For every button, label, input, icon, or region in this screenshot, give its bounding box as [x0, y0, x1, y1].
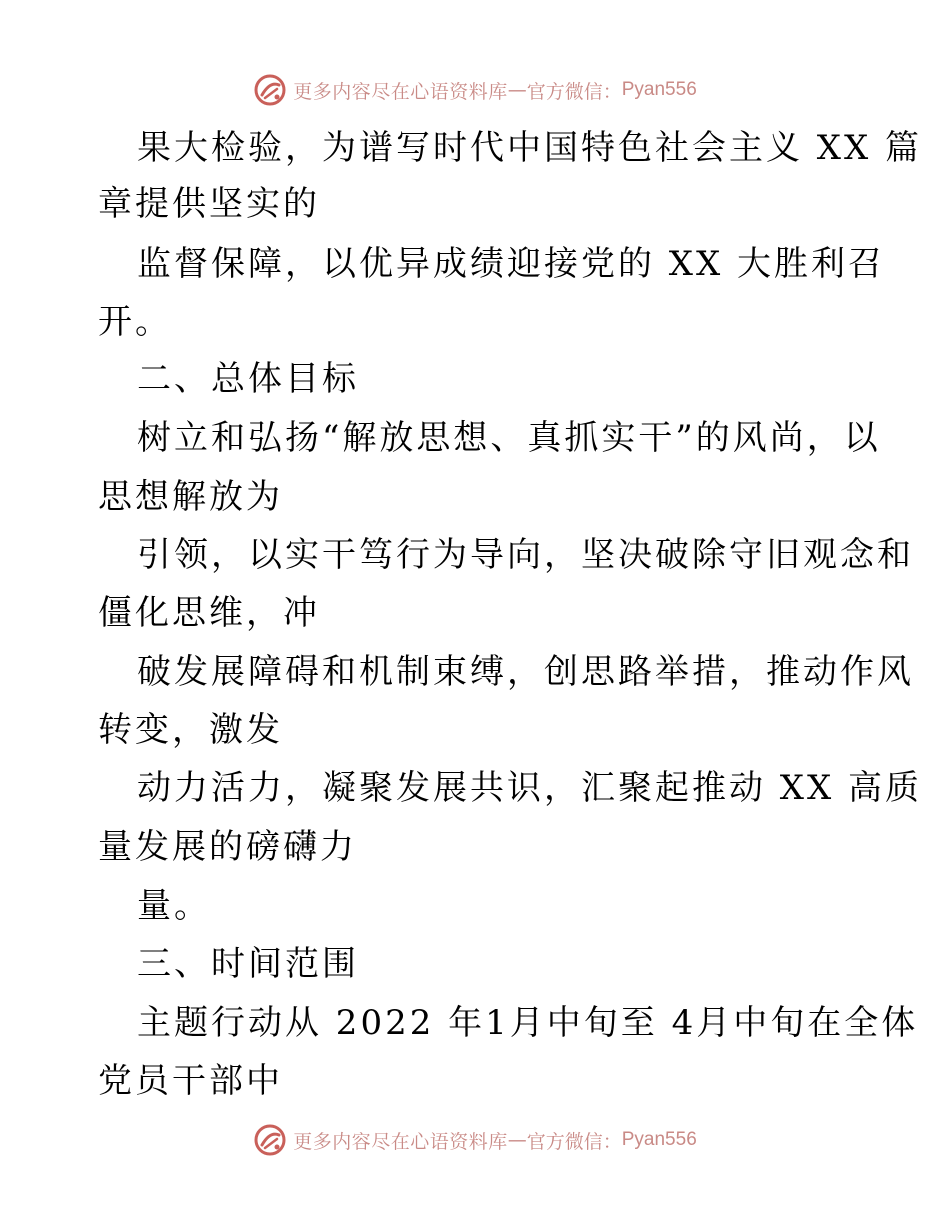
text-line: 开。	[98, 302, 172, 342]
seal-logo-icon	[253, 73, 287, 107]
seal-logo-icon	[253, 1123, 287, 1157]
text-line: 章提供坚实的	[98, 184, 320, 224]
text-line: 思想解放为	[98, 477, 283, 517]
watermark-id: Pyan556	[621, 79, 697, 100]
text-line: 动力活力，凝聚发展共识，汇聚起推动 XX 高质	[137, 768, 923, 808]
text-line: 党员干部中	[98, 1061, 283, 1101]
watermark-dash: —	[507, 79, 527, 101]
watermark-text: 更多内容尽在心语资料库	[293, 80, 508, 103]
text-line: 主题行动从 2022 年1月中旬至 4月中旬在全体	[137, 1003, 919, 1043]
section-heading: 二、总体目标	[137, 359, 359, 399]
watermark-dash: —	[507, 1129, 527, 1151]
text-line: 转变，激发	[98, 710, 283, 750]
footer-watermark	[0, 1120, 950, 1160]
text-line: 量发展的磅礴力	[98, 827, 357, 867]
text-line: 果大检验，为谱写时代中国特色社会主义 XX 篇	[137, 128, 923, 168]
text-line: 引领，以实干笃行为导向，坚决破除守旧观念和	[137, 535, 914, 575]
text-line: 监督保障，以优异成绩迎接党的 XX 大胜利召	[137, 244, 886, 284]
watermark-text: 更多内容尽在心语资料库	[293, 1130, 508, 1153]
watermark-id: Pyan556	[621, 1129, 697, 1150]
text-line: 量。	[137, 886, 211, 926]
section-heading: 三、时间范围	[137, 944, 359, 984]
header-watermark	[0, 70, 950, 110]
text-line: 僵化思维，冲	[98, 593, 320, 633]
watermark-label: 官方微信：	[526, 80, 622, 103]
watermark-label: 官方微信：	[526, 1130, 622, 1153]
text-line: 破发展障碍和机制束缚，创思路举措，推动作风	[137, 652, 914, 692]
text-line: 树立和弘扬“解放思想、真抓实干”的风尚，以	[137, 418, 881, 458]
